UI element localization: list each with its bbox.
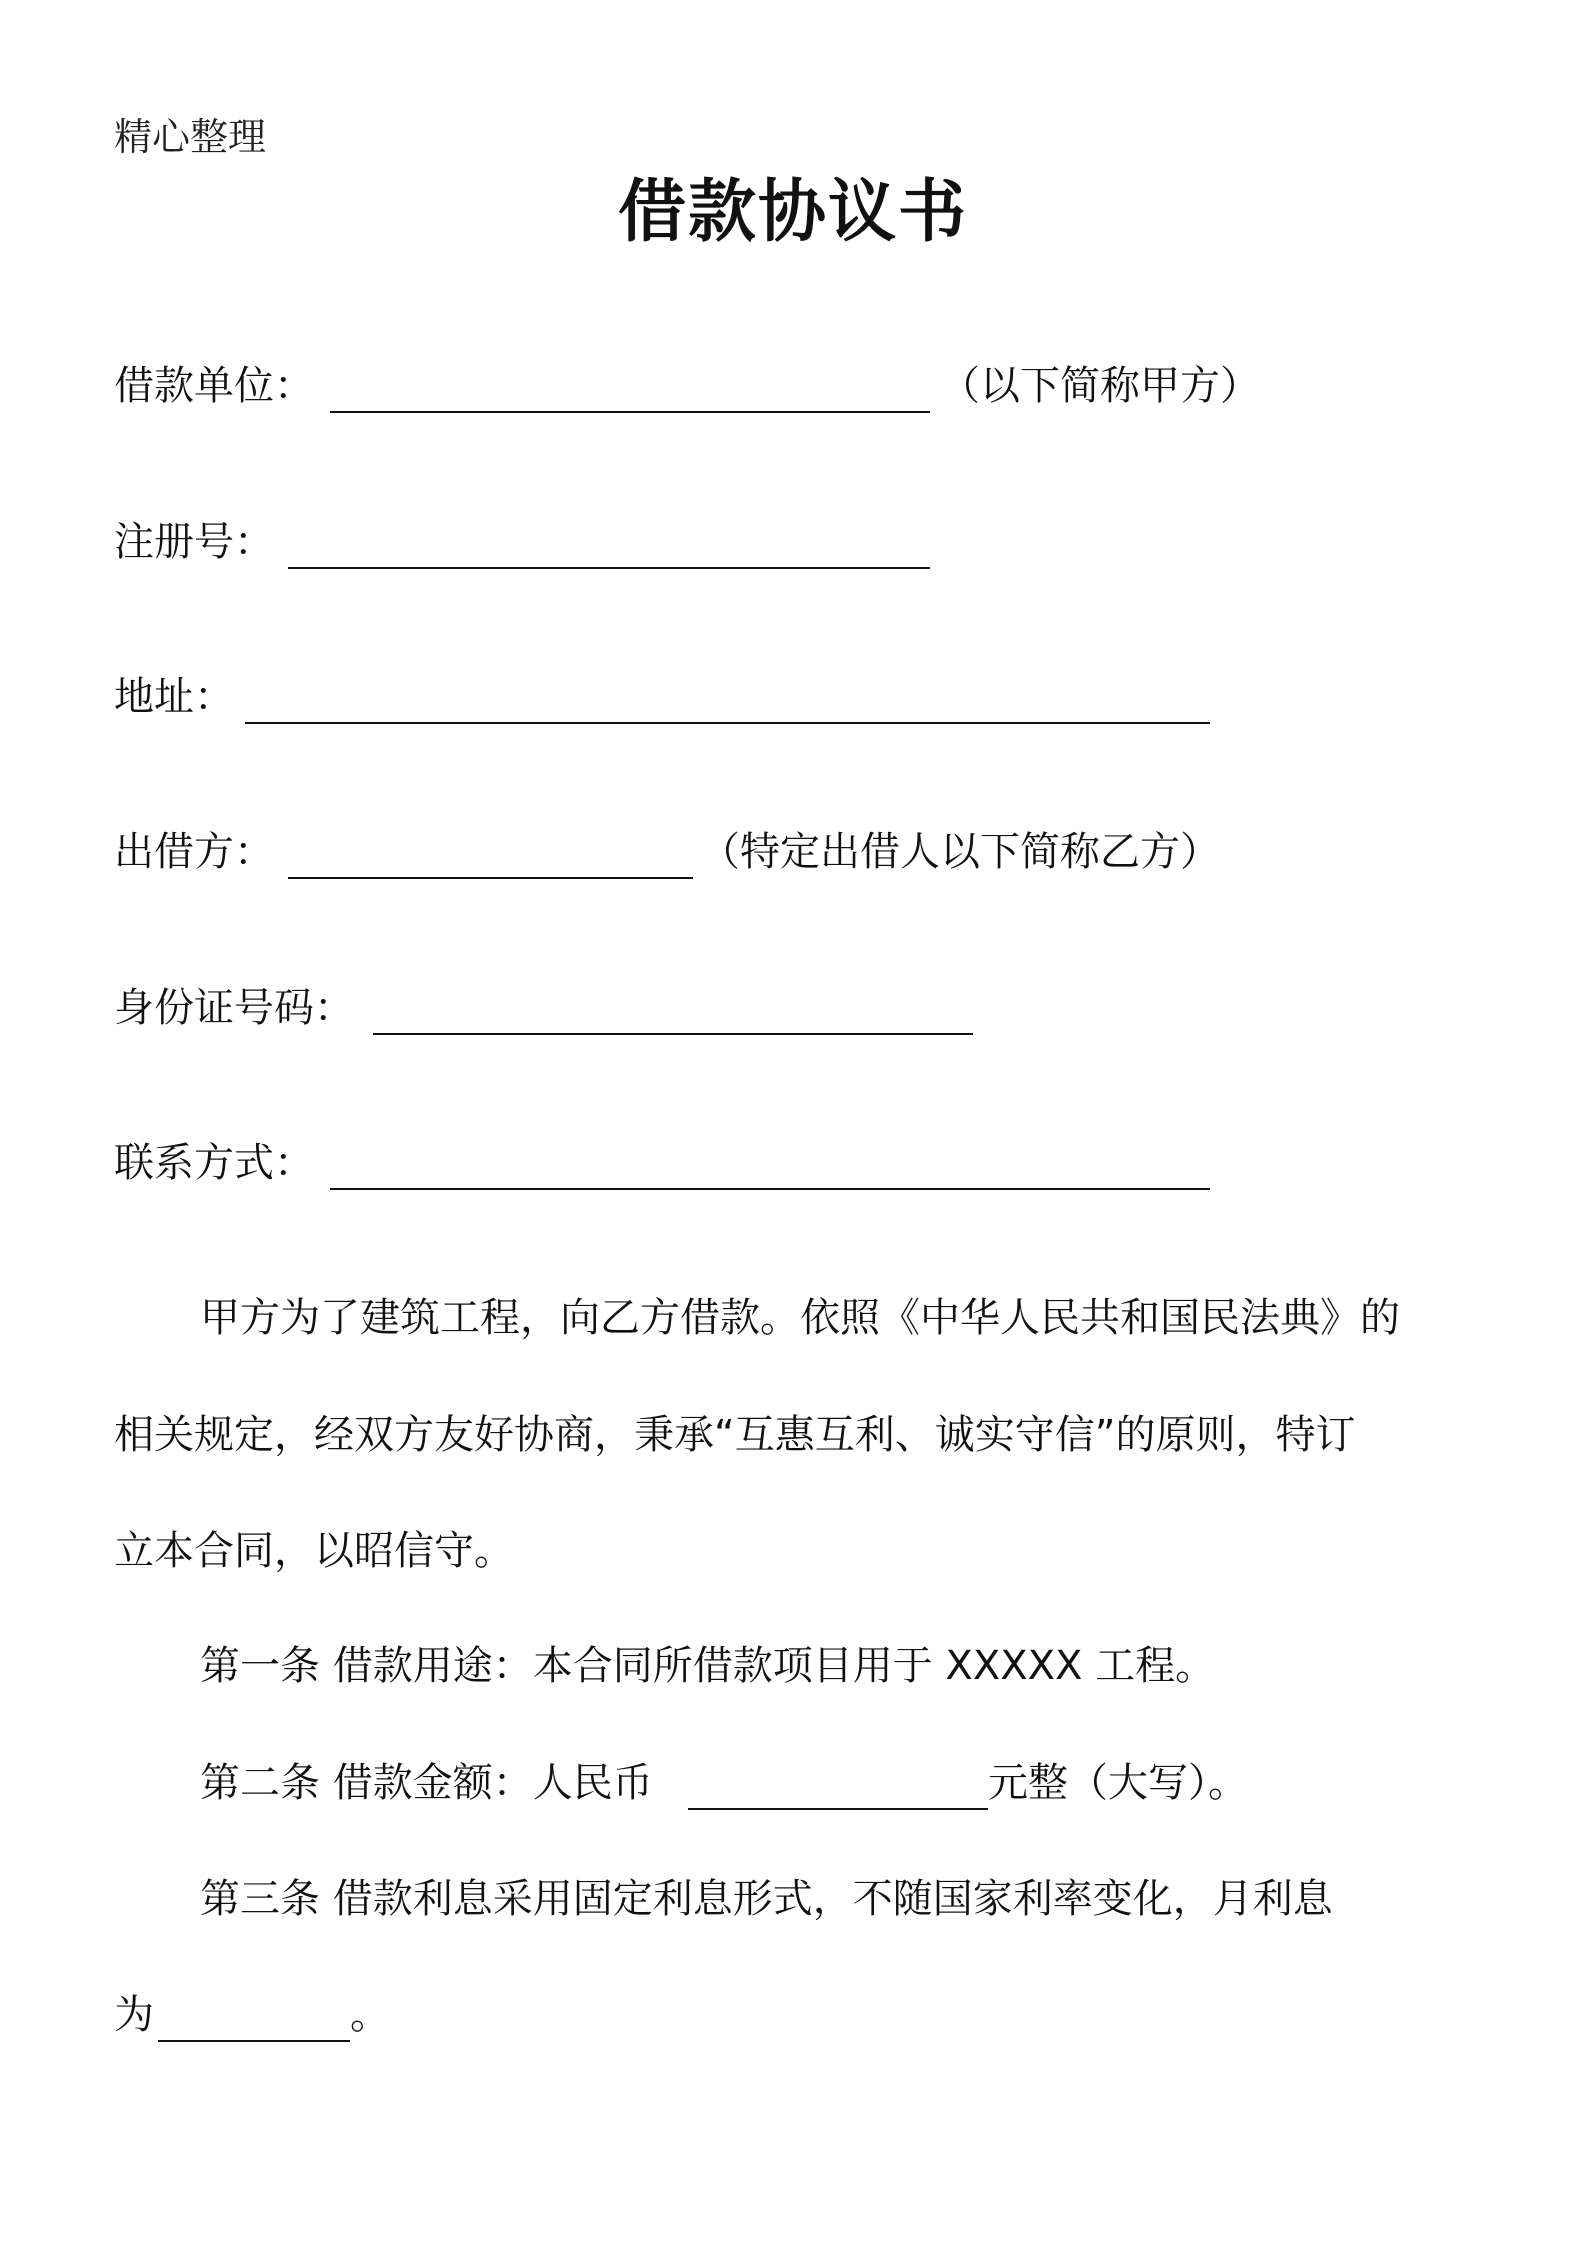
- field-registration-number: [114, 514, 274, 570]
- id-number-blank[interactable]: [373, 1033, 973, 1035]
- preamble-line-1: 甲方为了建筑工程，向乙方借款。依照《中华人民共和国民法典》的: [200, 1295, 1400, 1341]
- field-label: 地址：: [114, 674, 234, 720]
- article-3-line-2-prefix: 为: [114, 1992, 154, 2038]
- field-address: [114, 669, 234, 725]
- field-label: 出借方：: [114, 829, 274, 875]
- field-id-number: [114, 980, 354, 1036]
- document-title: 借款协议书: [617, 173, 968, 252]
- monthly-interest-blank[interactable]: [158, 2040, 350, 2042]
- article-3-line-1: 第三条 借款利息采用固定利息形式，不随国家利率变化，月利息: [200, 1876, 1333, 1922]
- address-blank[interactable]: [245, 722, 1210, 724]
- lender-blank[interactable]: [288, 877, 693, 879]
- article-2-text: 第二条 借款金额：人民币: [200, 1760, 653, 1806]
- article-2-suffix: 元整（大写）。: [988, 1760, 1248, 1806]
- article-3-line-2-suffix: 。: [350, 1992, 390, 2038]
- article-1: 第一条 借款用途：本合同所借款项目用于 XXXXX 工程。: [200, 1643, 1216, 1689]
- field-label: 身份证号码：: [114, 985, 354, 1031]
- preamble-line-2: 相关规定，经双方友好协商，秉承“互惠互利、诚实守信”的原则，特订: [114, 1412, 1356, 1458]
- contact-blank[interactable]: [330, 1188, 1210, 1190]
- field-label: 注册号：: [114, 519, 274, 565]
- registration-number-blank[interactable]: [288, 567, 930, 569]
- borrower-unit-note: （以下简称甲方）: [940, 363, 1260, 409]
- loan-amount-blank[interactable]: [688, 1808, 988, 1810]
- field-contact: [114, 1135, 314, 1191]
- borrower-unit-blank[interactable]: [330, 411, 930, 413]
- field-label: 联系方式：: [114, 1140, 314, 1186]
- header-note: 精心整理: [114, 115, 267, 159]
- preamble-line-3: 立本合同，以昭信守。: [114, 1528, 514, 1574]
- field-borrower-unit: [114, 358, 314, 414]
- lender-note: （特定出借人以下简称乙方）: [700, 829, 1220, 875]
- field-label: 借款单位：: [114, 363, 314, 409]
- field-lender: [114, 824, 274, 880]
